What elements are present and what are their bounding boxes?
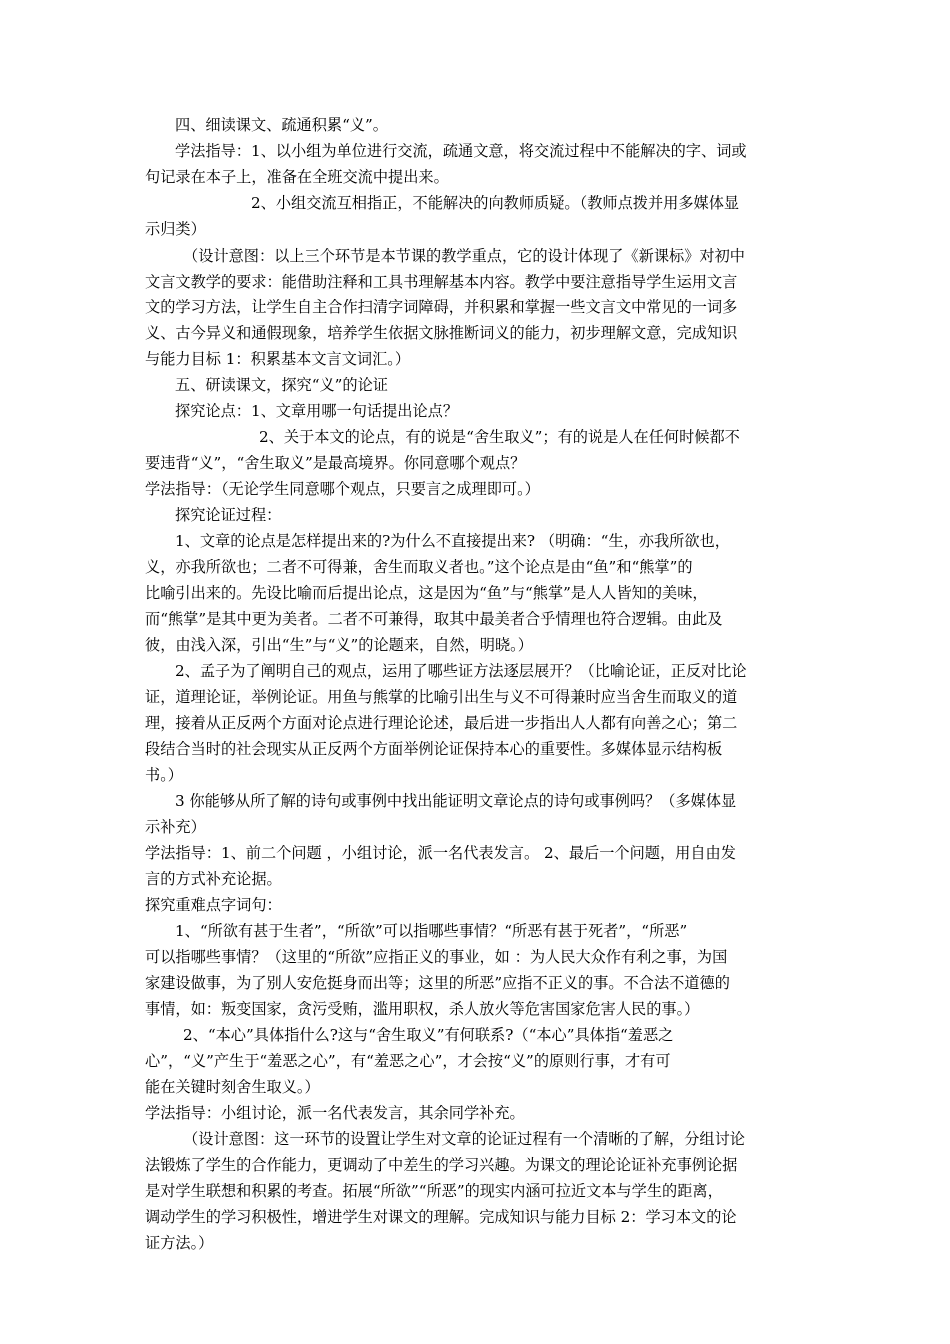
text-line: 句记录在本子上，准备在全班交流中提出来。	[145, 168, 449, 186]
text-line: 而“熊掌”是其中更为美者。二者不可兼得，取其中最美者合乎情理也符合逻辑。由此及	[145, 610, 723, 628]
text-line: 理，接着从正反两个方面对论点进行理论论述，最后进一步指出人人都有向善之心；第二	[145, 714, 738, 732]
text-line: 段结合当时的社会现实从正反两个方面举例论证保持本心的重要性。多媒体显示结构板	[145, 740, 723, 758]
text-line: 2、孟子为了阐明自己的观点，运用了哪些证方法逐层展开？（比喻论证，正反对比论	[175, 662, 747, 680]
text-line: （设计意图：这一环节的设置让学生对文章的论证过程有一个清晰的了解，分组讨论	[183, 1130, 745, 1148]
text-line: 2、关于本文的论点，有的说是“舍生取义”；有的说是人在任何时候都不	[259, 428, 740, 446]
text-line: 事情，如：叛变国家，贪污受贿，滥用职权，杀人放火等危害国家危害人民的事。）	[145, 1000, 700, 1018]
text-line: 四、细读课文、疏通积累“义”。	[175, 116, 388, 134]
text-line: 彼，由浅入深，引出“生”与“义”的论题来，自然，明晓。）	[145, 636, 533, 654]
text-line: 3 你能够从所了解的诗句或事例中找出能证明文章论点的诗句或事例吗？（多媒体显	[175, 792, 737, 810]
text-line: 学法指导：小组讨论，派一名代表发言，其余同学补充。	[145, 1104, 525, 1122]
text-line: 证，道理论证，举例论证。用鱼与熊掌的比喻引出生与义不可得兼时应当舍生而取义的道	[145, 688, 738, 706]
text-line: 证方法。）	[145, 1234, 214, 1252]
text-line: 比喻引出来的。先设比喻而后提出论点，这是因为“鱼”与“熊掌”是人人皆知的美味，	[145, 584, 708, 602]
text-line: 示归类）	[145, 220, 206, 238]
text-line: 2、小组交流互相指正，不能解决的向教师质疑。（教师点拨并用多媒体显	[251, 194, 740, 212]
text-line: 要违背“义”，“舍生取义”是最高境界。你同意哪个观点？	[145, 454, 526, 472]
text-line: 与能力目标 1：积累基本文言文词汇。）	[145, 350, 411, 368]
text-line: 义、古今异义和通假现象，培养学生依据文脉推断词义的能力，初步理解文意，完成知识	[145, 324, 738, 342]
text-line: 心”，“义”产生于“羞恶之心”，有“羞恶之心”，才会按“义”的原则行事，才有可	[145, 1052, 671, 1070]
text-line: 学法指导：1、前二个问题 ，小组讨论，派一名代表发言。 2、最后一个问题，用自由发	[145, 844, 736, 862]
text-line: 言的方式补充论据。	[145, 870, 282, 888]
text-line: 1、“所欲有甚于生者”，“所欲”可以指哪些事情？“所恶有甚于死者”，“所恶”	[175, 922, 688, 940]
text-line: 法锻炼了学生的合作能力，更调动了中差生的学习兴趣。为课文的理论论证补充事例论据	[145, 1156, 738, 1174]
text-line: 家建设做事，为了别人安危挺身而出等；这里的所恶”应指不正义的事。不合法不道德的	[145, 974, 730, 992]
text-line: 五、研读课文，探究“义”的论证	[175, 376, 388, 394]
text-line: 调动学生的学习积极性，增进学生对课文的理解。完成知识与能力目标 2：学习本文的论	[145, 1208, 737, 1226]
text-line: 能在关键时刻舍生取义。）	[145, 1078, 320, 1096]
text-line: 是对学生联想和积累的考查。拓展“所欲”“所恶”的现实内涵可拉近文本与学生的距离，	[145, 1182, 723, 1200]
text-line: （设计意图：以上三个环节是本节课的教学重点，它的设计体现了《新课标》对初中	[183, 247, 745, 265]
text-line: 学法指导：1、以小组为单位进行交流，疏通文意，将交流过程中不能解决的字、词或	[175, 142, 747, 160]
text-line: 探究论点：1、文章用哪一句话提出论点？	[175, 402, 459, 420]
text-line: 文言文教学的要求：能借助注释和工具书理解基本内容。教学中要注意指导学生运用文言	[145, 273, 738, 291]
text-line: 可以指哪些事情？（这里的“所欲”应指正义的事业，如 ：为人民大众作有利之事，为国	[145, 948, 728, 966]
text-line: 示补充）	[145, 818, 206, 836]
text-line: 学法指导：（无论学生同意哪个观点，只要言之成理即可。）	[145, 480, 540, 498]
text-line: 1、文章的论点是怎样提出来的?为什么不直接提出来? （明确：“生，亦我所欲也，	[175, 532, 730, 550]
text-line: 义，亦我所欲也；二者不可得兼，舍生而取义者也。”这个论点是由“鱼”和“熊掌”的	[145, 558, 693, 576]
text-line: 探究论证过程：	[175, 506, 282, 524]
text-line: 文的学习方法，让学生自主合作扫清字词障碍，并积累和掌握一些文言文中常见的一词多	[145, 298, 738, 316]
text-line: 书。）	[145, 766, 183, 784]
text-line: 2、“本心”具体指什么?这与“舍生取义”有何联系?（“本心”具体指“羞恶之	[183, 1026, 674, 1044]
text-line: 探究重难点字词句：	[145, 896, 282, 914]
